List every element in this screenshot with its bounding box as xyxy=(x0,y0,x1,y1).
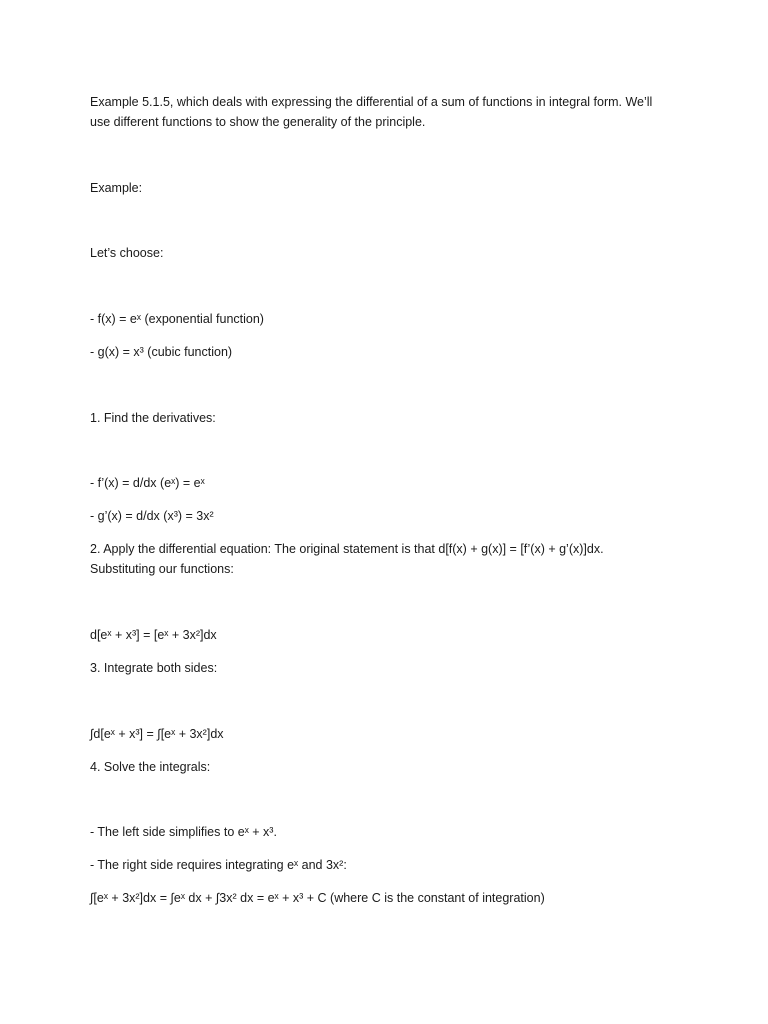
g-prime-line: - g’(x) = d/dx (x³) = 3x² xyxy=(90,509,214,523)
left-side-text: - The left side simplifies to eˣ + x³. xyxy=(90,825,277,839)
g-definition: - g(x) = x³ (cubic function) xyxy=(90,345,233,359)
lets-choose-text: Let’s choose: xyxy=(90,246,164,260)
example-heading: Example: xyxy=(90,181,143,195)
step-4-heading: 4. Solve the integrals: xyxy=(90,760,211,774)
intro-line-1: Example 5.1.5, which deals with expressing the differential of a sum of functions in integral form. We’ll xyxy=(90,95,653,109)
step-1-heading: 1. Find the derivatives: xyxy=(90,411,216,425)
step-2-line-2: Substituting our functions: xyxy=(90,562,234,576)
substitution-equation: d[eˣ + x³] = [eˣ + 3x²]dx xyxy=(90,628,217,642)
step-2-paragraph xyxy=(90,539,690,579)
f-prime-line: - f’(x) = d/dx (eˣ) = eˣ xyxy=(90,476,205,490)
intro-line-2: use different functions to show the generality of the principle. xyxy=(90,115,426,129)
intro-paragraph xyxy=(90,92,690,132)
right-side-text: - The right side requires integrating eˣ and 3x²: xyxy=(90,858,347,872)
f-definition: - f(x) = eˣ (exponential function) xyxy=(90,312,264,326)
step-2-line-1: 2. Apply the differential equation: The original statement is that d[f(x) + g(x)] = [f’(x) + g’(x)]dx. xyxy=(90,542,604,556)
integral-equation: ∫d[eˣ + x³] = ∫[eˣ + 3x²]dx xyxy=(90,727,224,741)
final-equation: ∫[eˣ + 3x²]dx = ∫eˣ dx + ∫3x² dx = eˣ + x³ + C (where C is the constant of integration) xyxy=(90,891,545,905)
step-3-heading: 3. Integrate both sides: xyxy=(90,661,218,675)
